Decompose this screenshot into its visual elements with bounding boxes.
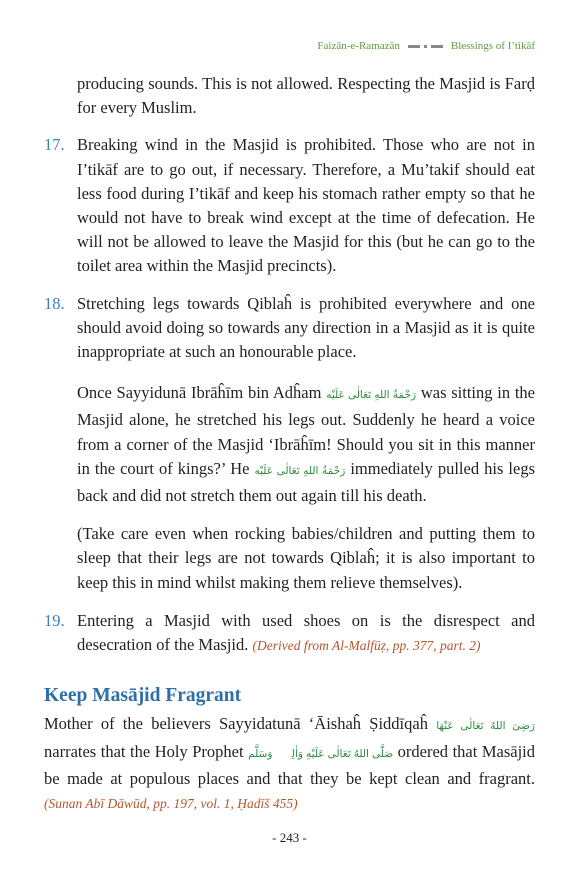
citation: (Sunan Abī Dāwūd, pp. 197, vol. 1, Ḥadīš 455) [44, 796, 298, 812]
honorific-glyph: رَحْمَةُ اللهِ تَعَالٰی عَلَيْه [326, 390, 417, 402]
section-text: ordered that Masājid be made at populous places and that they be kept clean and fragrant. [44, 741, 535, 788]
story-paragraph [44, 381, 535, 508]
item-number: 19. [44, 610, 65, 630]
story-text: Once Sayyidunā Ibrāĥīm bin Adĥam [77, 383, 322, 403]
page-body [44, 72, 535, 816]
header-separator-icon [408, 45, 443, 48]
honorific-glyph: صَلَّى اللهُ تَعَالٰی عَلَيْهِ وَاٰلِهٖ وَسَلَّم [248, 748, 394, 760]
citation: (Derived from Al-Malfūẓ, pp. 377, part. 2) [252, 638, 481, 654]
intro-continuation: producing sounds. This is not allowed. Respecting the Masjid is Farḍ for every Muslim. [77, 74, 535, 118]
item-number: 17. [44, 135, 65, 155]
running-header [317, 40, 535, 52]
chapter-title: Blessings of I’tikāf [450, 40, 535, 52]
section-text: narrates that the Holy Prophet [44, 741, 244, 761]
list-item-17 [44, 133, 535, 278]
honorific-glyph: رَحْمَةُ اللهِ تَعَالٰی عَلَيْه [254, 465, 346, 477]
section-heading: Keep Masājid Fragrant [44, 685, 242, 707]
item-text: Stretching legs towards Qiblaĥ is prohibited everywhere and one should avoid doing so towards any direction in a Masjid as it is quite inappropriate at such an honourable place. [77, 293, 535, 362]
honorific-glyph: رَضِیَ اللهُ تَعَالٰی عَنْهَا [436, 721, 535, 733]
list-item-19 [44, 609, 535, 658]
story-text: was sitting in the Masjid alone, he stretched his legs out. Suddenly he heard a voice from a corner of the Masjid ‘Ibrāĥīm! Should you sit in this manner in the court of kings?’ He [77, 383, 535, 478]
item-text: Breaking wind in the Masjid is prohibited. Those who are not in I’tikāf are to go out, if necessary. Therefore, a Mu’takif should eat less food during I’tikāf and keep his stomach rather empty so that he would not have to break wind except at the time of defecation. He will not be allowed to leave the Masjid for this (but he can go to the toilet area within the Masjid precincts). [77, 135, 535, 276]
item-text: Entering a Masjid with used shoes on is the disrespect and desecration of the Masjid. [77, 610, 535, 655]
page-number: - 243 - [272, 830, 307, 845]
book-title: Faizān-e-Ramazān [317, 40, 400, 52]
item-number: 18. [44, 293, 65, 313]
note-paragraph: (Take care even when rocking babies/children and putting them to sleep that their legs are not towards Qiblaĥ; it is also important to keep this in mind whilst making them relieve themselves). [77, 524, 535, 592]
section-paragraph [44, 712, 535, 816]
story-text: immediately pulled his legs back and did not stretch them out again till his death. [77, 458, 536, 506]
section-text: Mother of the believers Sayyidatunā ‘Āishaĥ Ṣiddīqaĥ [44, 714, 428, 734]
list-item-18 [44, 292, 535, 365]
